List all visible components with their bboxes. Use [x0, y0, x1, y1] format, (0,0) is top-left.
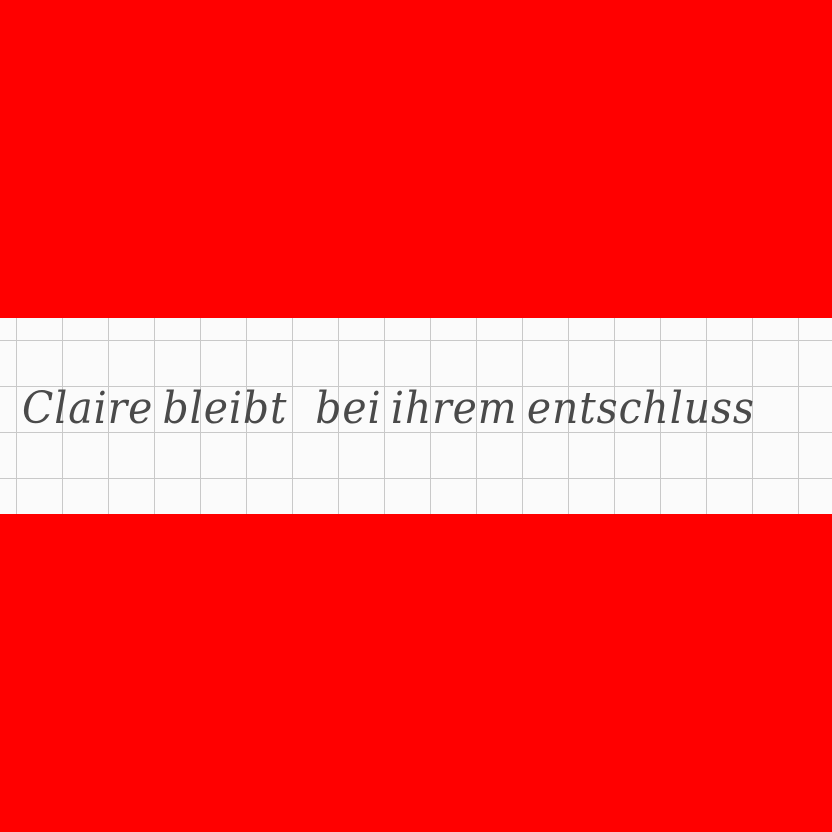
- handwritten-word: bei: [315, 382, 382, 434]
- handwritten-line: [22, 378, 757, 438]
- handwritten-word: bleibt: [162, 382, 288, 434]
- handwritten-word: ihrem: [390, 382, 518, 434]
- red-background-top: [0, 0, 832, 318]
- handwritten-word: entschluss: [526, 382, 755, 434]
- handwritten-word: Claire: [22, 382, 154, 434]
- red-background-bottom: [0, 514, 832, 832]
- grid-paper-strip: [0, 318, 832, 514]
